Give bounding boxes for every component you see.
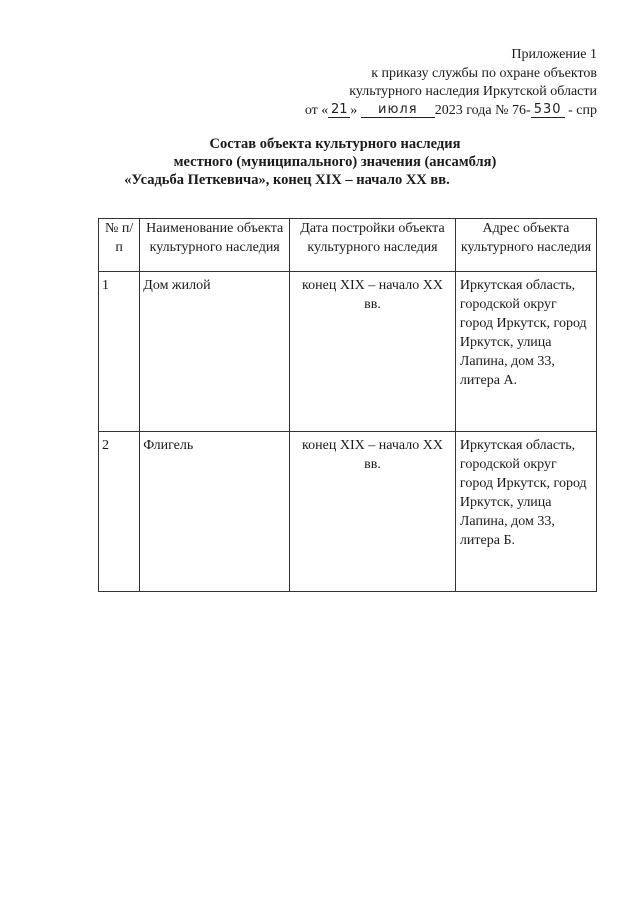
appendix-line-3: культурного наследия Иркутской области: [349, 84, 597, 99]
cell-address: Иркутская область, городской округ город Иркутск, город Иркутск, улица Лапина, дом 33, литера Б.: [455, 432, 596, 592]
handwritten-month: июля: [361, 103, 435, 118]
header-date: Дата постройки объекта культурного наследия: [290, 219, 456, 272]
appendix-header: [197, 46, 597, 120]
table-row: [99, 432, 597, 592]
cell-date: конец XIX – начало XX вв.: [290, 432, 456, 592]
title-line-3: «Усадьба Петкевича», конец XIX – начало XX вв.: [124, 172, 450, 188]
heritage-objects-table: [98, 218, 597, 592]
cell-date: конец XIX – начало XX вв.: [290, 272, 456, 432]
year-text: 2023 года № 76-: [434, 102, 531, 118]
appendix-line-2: к приказу службы по охране объектов: [371, 65, 597, 81]
handwritten-order-number: 530: [531, 103, 565, 118]
header-num: № п/п: [99, 219, 140, 272]
cell-address: Иркутская область, городской округ город Иркутск, город Иркутск, улица Лапина, дом 33, литера А.: [455, 272, 596, 432]
cell-name: Дом жилой: [140, 272, 290, 432]
table-row: [99, 272, 597, 432]
cell-num: 2: [99, 432, 140, 592]
table-header-row: [99, 219, 597, 272]
date-day-suffix: »: [350, 102, 358, 118]
title-line-1: Состав объекта культурного наследия: [209, 136, 461, 152]
date-prefix: от «: [304, 102, 329, 118]
header-name: Наименование объекта культурного наследия: [140, 219, 290, 272]
handwritten-day: 21: [328, 103, 350, 118]
appendix-line-1: Приложение 1: [511, 47, 597, 62]
cell-num: 1: [99, 272, 140, 432]
title-line-2: местного (муниципального) значения (ансамбля): [173, 154, 497, 170]
document-title: [100, 135, 570, 189]
cell-name: Флигель: [140, 432, 290, 592]
appendix-date-line: [197, 102, 597, 121]
header-address: Адрес объекта культурного наследия: [455, 219, 596, 272]
order-suffix: - спр: [564, 102, 597, 118]
